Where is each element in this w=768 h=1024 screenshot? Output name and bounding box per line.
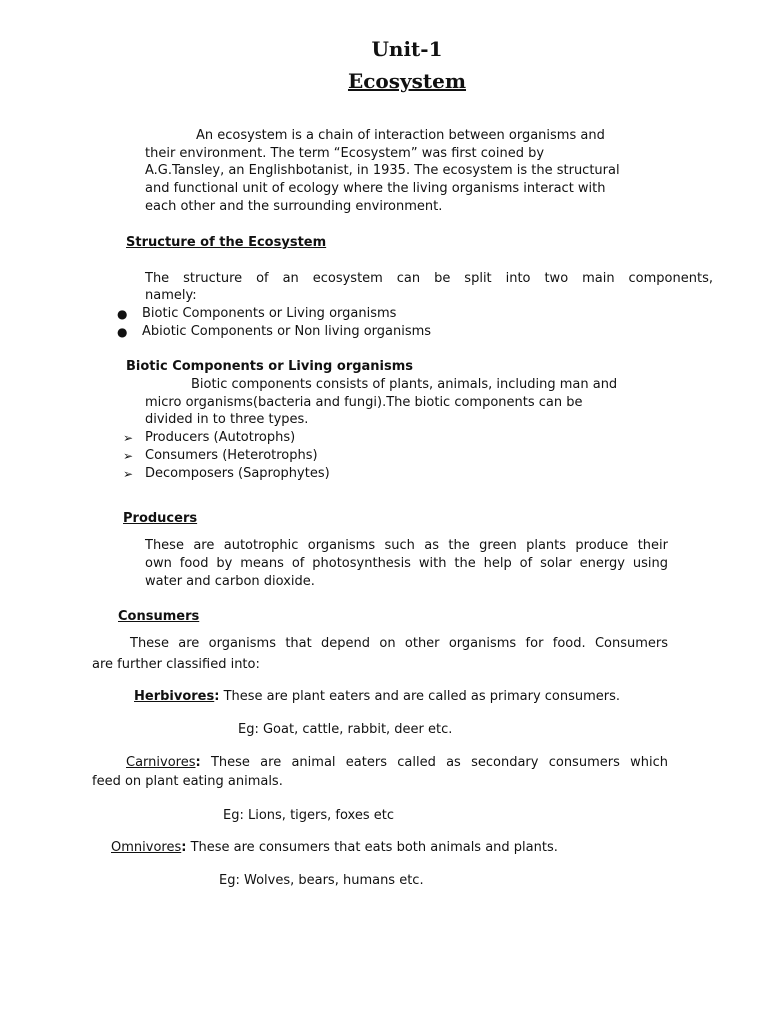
producers-line: water and carbon dioxide. bbox=[145, 574, 315, 589]
biotic-line: divided in to three types. bbox=[145, 412, 309, 427]
bullet-item: Abiotic Components or Non living organisms bbox=[142, 324, 432, 339]
intro-line: their environment. The term “Ecosystem” was first coined by bbox=[145, 146, 545, 161]
bullet-item: Biotic Components or Living organisms bbox=[142, 306, 397, 321]
biotic-line: Biotic components consists of plants, animals, including man and bbox=[191, 377, 618, 392]
producers-line: These are autotrophic organisms such as the green plants produce their bbox=[145, 538, 668, 553]
intro-line: each other and the surrounding environment. bbox=[145, 199, 443, 214]
consumers-heading: Consumers bbox=[118, 609, 200, 624]
bullet-dot-icon: ● bbox=[117, 325, 128, 339]
biotic-heading: Biotic Components or Living organisms bbox=[126, 359, 414, 374]
biotic-type-item: Consumers (Heterotrophs) bbox=[145, 448, 318, 463]
carnivores-term: Carnivores bbox=[126, 755, 196, 770]
omnivores-text: These are consumers that eats both animals and plants. bbox=[190, 840, 558, 855]
producers-line: own food by means of photosynthesis with the help of solar energy using bbox=[145, 556, 668, 571]
carnivores-text-cont: feed on plant eating animals. bbox=[92, 774, 283, 789]
arrow-bullet-icon: ➢ bbox=[123, 431, 134, 445]
consumers-line: These are organisms that depend on other organisms for food. Consumers bbox=[130, 636, 668, 651]
producers-heading: Producers bbox=[123, 511, 198, 526]
intro-line: and functional unit of ecology where the living organisms interact with bbox=[145, 181, 606, 196]
carnivores-example: Eg: Lions, tigers, foxes etc bbox=[223, 808, 394, 823]
herbivores-entry: Herbivores: These are plant eaters and are called as primary consumers. bbox=[134, 689, 621, 704]
herbivores-text: These are plant eaters and are called as primary consumers. bbox=[223, 689, 621, 704]
structure-line: The structure of an ecosystem can be split into two main components, bbox=[145, 271, 713, 286]
omnivores-example: Eg: Wolves, bears, humans etc. bbox=[219, 873, 424, 888]
arrow-bullet-icon: ➢ bbox=[123, 467, 134, 481]
biotic-type-item: Decomposers (Saprophytes) bbox=[145, 466, 330, 481]
main-title: Ecosystem bbox=[347, 69, 467, 93]
herbivores-example: Eg: Goat, cattle, rabbit, deer etc. bbox=[238, 722, 453, 737]
carnivores-entry: Carnivores: These are animal eaters called as secondary consumers which bbox=[126, 755, 668, 770]
unit-title: Unit-1 bbox=[371, 37, 443, 61]
carnivores-text: These are animal eaters called as secondary consumers which bbox=[210, 755, 668, 770]
intro-line: A.G.Tansley, an Englishbotanist, in 1935. The ecosystem is the structural bbox=[145, 163, 620, 178]
intro-line: An ecosystem is a chain of interaction between organisms and bbox=[196, 128, 605, 143]
arrow-bullet-icon: ➢ bbox=[123, 449, 134, 463]
omnivores-entry: Omnivores: These are consumers that eats both animals and plants. bbox=[111, 840, 558, 855]
herbivores-term: Herbivores bbox=[134, 689, 215, 704]
structure-line: namely: bbox=[145, 288, 197, 303]
consumers-line: are further classified into: bbox=[92, 657, 260, 672]
structure-heading: Structure of the Ecosystem bbox=[126, 235, 327, 250]
bullet-dot-icon: ● bbox=[117, 307, 128, 321]
biotic-line: micro organisms(bacteria and fungi).The biotic components can be bbox=[145, 395, 583, 410]
biotic-type-item: Producers (Autotrophs) bbox=[145, 430, 296, 445]
omnivores-term: Omnivores bbox=[111, 840, 182, 855]
